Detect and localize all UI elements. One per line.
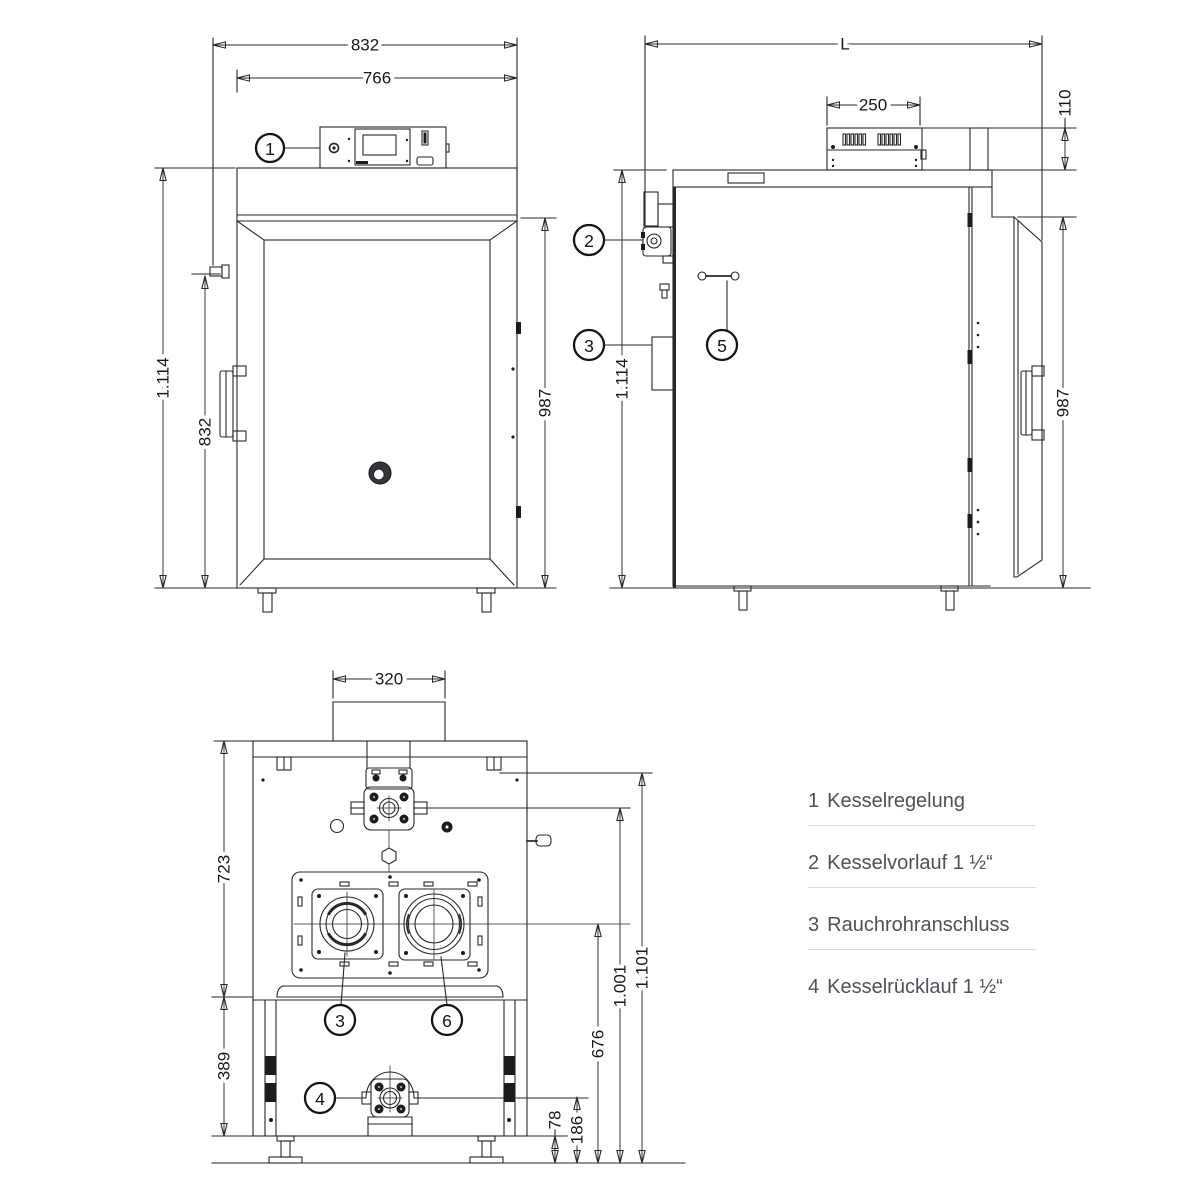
front-feet (258, 588, 495, 612)
viewing-port (369, 462, 391, 484)
legend-number: 2 (808, 852, 820, 874)
dim-front-hinge-height: 832 (195, 417, 215, 447)
dim-rear-foot-height: 78 (545, 1110, 565, 1130)
legend-label: Kesselvorlauf 1 ½“ (827, 852, 993, 874)
callout-3-number-rear: 3 (335, 1011, 345, 1031)
callout-flue-side (574, 330, 652, 360)
controller-display (363, 135, 396, 155)
side-dimensions (622, 44, 1065, 588)
dim-rear-lower-height: 389 (214, 1051, 234, 1081)
callout-return (305, 1083, 366, 1113)
dim-front-overall-width: 832 (350, 35, 380, 55)
rear-door-side (1014, 217, 1044, 577)
dim-rear-upper-height: 723 (214, 854, 234, 884)
legend-label: Kesselregelung (827, 790, 965, 812)
callout-4-number: 4 (315, 1089, 325, 1109)
side-view (574, 35, 1090, 611)
dim-rear-return-center: 186 (567, 1115, 587, 1145)
callout-handle (707, 330, 737, 360)
drain-bolt-side (660, 284, 669, 298)
rear-bolt (442, 822, 453, 833)
dim-side-controller-width: 250 (858, 95, 888, 115)
flow-flange-rear (351, 768, 427, 872)
front-door-handle (220, 366, 246, 441)
legend-item-kesselvorlauf (808, 826, 1036, 888)
rear-view (212, 670, 685, 1164)
ports-plate (292, 872, 630, 978)
controller-side (827, 128, 926, 170)
legend-label: Rauchrohranschluss (827, 914, 1010, 936)
dim-side-controller-height: 110 (1055, 89, 1075, 117)
callout-1-number: 1 (265, 139, 275, 159)
dim-front-door-height: 987 (535, 388, 555, 418)
door-hinge-bolt (210, 265, 229, 278)
side-feet (734, 586, 958, 610)
return-flange (362, 1066, 418, 1136)
callout-2-number: 2 (584, 231, 594, 251)
callout-6-number: 6 (442, 1011, 452, 1031)
boiler-controller (320, 127, 449, 168)
dim-side-overall-height: 1.114 (612, 358, 632, 400)
flue-collar-rear (333, 702, 445, 741)
dim-front-overall-height: 1.114 (153, 357, 173, 399)
callout-secondary-port (432, 957, 462, 1035)
legend-number: 4 (808, 976, 820, 998)
rear-door-handle (1021, 366, 1044, 440)
legend-item-rauchrohranschluss (808, 888, 1036, 950)
rear-pull-handle (527, 835, 551, 846)
rear-dimensions (224, 679, 642, 1163)
flue-collar-side (970, 128, 988, 170)
callout-5-number: 5 (717, 336, 727, 356)
flow-pipe-bracket (644, 192, 673, 227)
dim-rear-collar-width: 320 (374, 669, 404, 689)
cleaning-handle (698, 272, 739, 330)
callout-flow (574, 225, 643, 255)
legend-item-kesselruecklauf (808, 950, 1036, 1011)
dim-rear-top-edge: 1.101 (632, 946, 652, 990)
flow-flange-side (641, 227, 673, 263)
callout-3-number-side: 3 (584, 336, 594, 356)
front-view (154, 36, 557, 613)
front-body (155, 168, 556, 612)
legend-label: Kesselrücklauf 1 ½“ (827, 976, 1003, 998)
dim-front-body-width: 766 (362, 68, 392, 88)
legend-number: 1 (808, 790, 820, 812)
dim-rear-flow-center: 1.001 (610, 964, 630, 1008)
legend-number: 3 (808, 914, 820, 936)
dim-side-length: L (840, 34, 850, 54)
flue-box-side (652, 337, 675, 390)
rear-feet (269, 1136, 503, 1163)
legend-item-kesselregelung (808, 791, 1036, 826)
front-dimensions (163, 45, 545, 588)
dim-rear-flue-center: 676 (588, 1029, 608, 1059)
legend (808, 791, 1036, 1011)
callout-controller (256, 134, 320, 162)
rear-hole (331, 820, 344, 833)
rear-lower-section (253, 986, 527, 1136)
dim-side-door-height: 987 (1053, 388, 1073, 418)
